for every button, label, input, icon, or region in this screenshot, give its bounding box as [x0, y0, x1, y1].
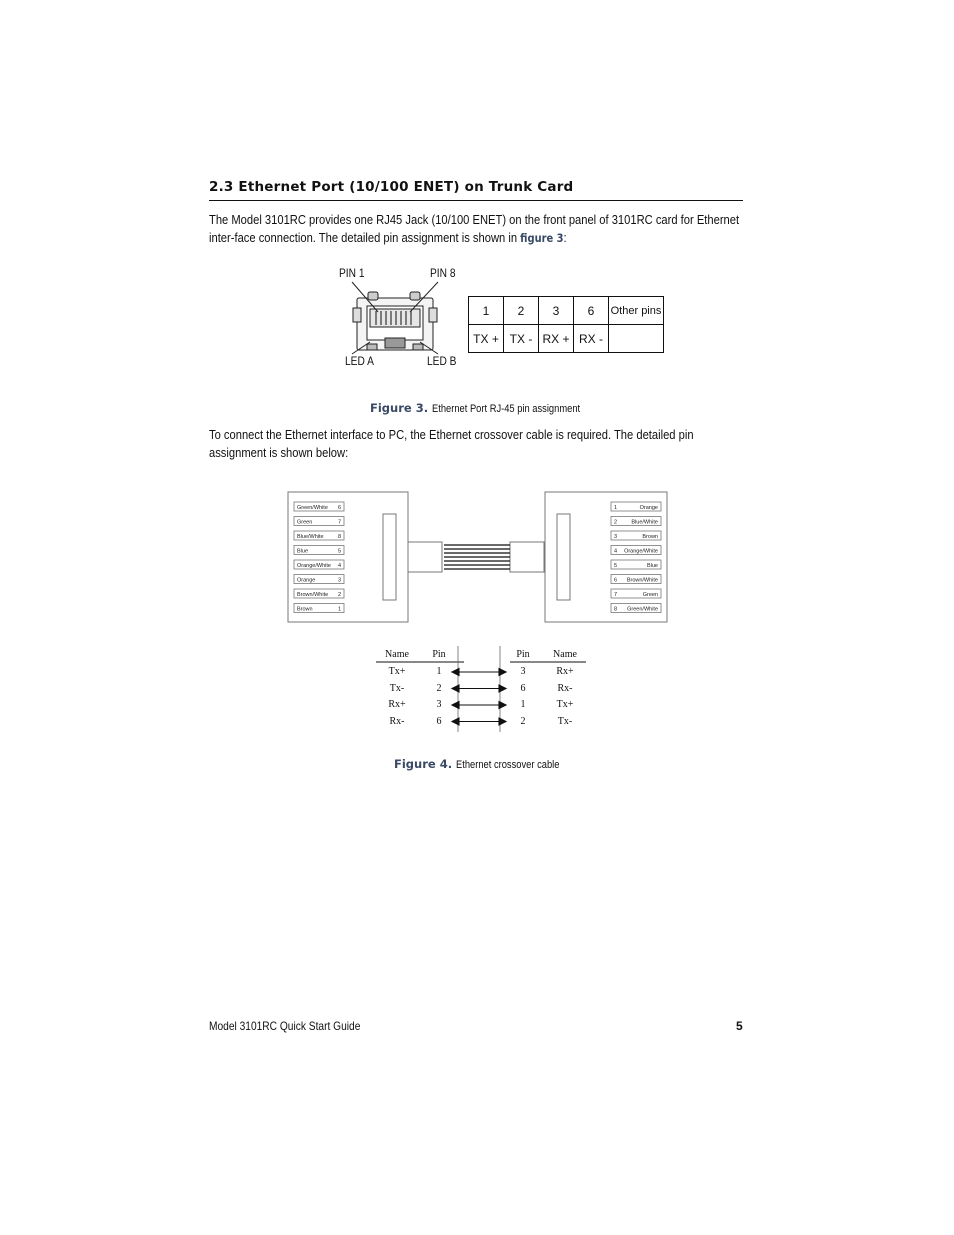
pin-number-cell: 2 — [504, 297, 539, 325]
crossover-arrow — [452, 669, 506, 676]
other-pins-cell: Other pins — [609, 297, 664, 325]
left-wire-entry — [294, 517, 344, 526]
mapping-cell: Rx+ — [556, 666, 574, 677]
figure4-caption-label: Figure 4. — [394, 757, 453, 771]
wire-color: Orange — [297, 577, 316, 584]
wire-pin: 3 — [338, 577, 342, 584]
pin8-label: PIN 8 — [430, 266, 456, 280]
wire-pin: 8 — [338, 534, 342, 540]
mapping-cell: 2 — [520, 715, 526, 727]
mapping-cell: 1 — [436, 666, 442, 677]
mapping-cell: Rx+ — [388, 699, 406, 710]
crossover-arrow — [452, 718, 506, 725]
right-wire-entry — [611, 560, 661, 569]
left-wire-entry — [294, 604, 344, 613]
right-wire-entry — [611, 531, 661, 540]
figure4-caption-text: Ethernet crossover cable — [456, 759, 560, 771]
wire-pin: 2 — [614, 519, 618, 526]
wire-color: Green/White — [627, 606, 658, 613]
wire-color: Brown — [642, 534, 658, 540]
pin-table-signal-row — [469, 325, 664, 353]
wire-pin: 8 — [614, 606, 618, 613]
mapping-cell: Tx+ — [388, 666, 406, 677]
pin1-label: PIN 1 — [339, 266, 365, 280]
intro-paragraph — [209, 211, 745, 247]
left-wire-entry — [294, 589, 344, 598]
mapping-cell: 6 — [520, 682, 526, 694]
left-wire-entry — [294, 546, 344, 555]
signal-cell: TX - — [504, 325, 539, 353]
figure3-caption-text: Ethernet Port RJ-45 pin assignment — [432, 403, 581, 415]
wire-color: Green — [642, 592, 658, 598]
wire-pin: 7 — [338, 519, 342, 526]
mapping-cell: Tx- — [557, 715, 573, 727]
figure4-caption — [394, 757, 578, 771]
pin-number-cell: 1 — [469, 297, 504, 325]
left-wire-entry — [294, 560, 344, 569]
right-wire-entry — [611, 502, 661, 511]
left-wire-entry — [294, 531, 344, 540]
mapping-cell: 6 — [436, 715, 442, 727]
mapping-header: Pin — [432, 649, 446, 660]
wire-pin: 4 — [338, 563, 342, 569]
intro-text: The Model 3101RC provides one RJ45 Jack (10/100 ENET) on the front panel of 3101RC card for Ethernet inter-face connection. The detailed pin assignment is shown in — [209, 212, 740, 245]
wire-pin: 3 — [614, 534, 618, 540]
wire-pin: 6 — [614, 577, 618, 584]
wire-pin: 5 — [614, 563, 618, 569]
wire-pin: 2 — [338, 592, 342, 598]
wire-color: Orange/White — [297, 563, 331, 569]
pin-number-cell: 3 — [539, 297, 574, 325]
wire-color: Blue — [297, 548, 309, 555]
page-number: 5 — [736, 1019, 743, 1033]
wire-pin: 1 — [338, 606, 342, 613]
rj45-jack-drawing — [340, 280, 450, 360]
mapping-cell: Tx- — [389, 682, 405, 694]
wire-color: Orange/White — [624, 548, 658, 555]
pin-number-cell: 6 — [574, 297, 609, 325]
right-wire-entry — [611, 604, 661, 613]
right-wire-entry — [611, 517, 661, 526]
crossover-paragraph: To connect the Ethernet interface to PC, the Ethernet crossover cable is required. The detailed pin assignment is shown below: — [209, 427, 694, 460]
left-wire-entry — [294, 575, 344, 584]
crossover-arrow — [452, 685, 506, 692]
mapping-cell: 3 — [436, 699, 442, 710]
signal-cell-empty — [609, 325, 664, 353]
wire-color: Green — [297, 519, 313, 526]
intro-text-end: : — [563, 230, 567, 245]
mapping-cell: 3 — [520, 666, 526, 677]
right-wire-entry — [611, 546, 661, 555]
section-heading: 2.3 Ethernet Port (10/100 ENET) on Trunk Card — [209, 179, 743, 201]
figure3-caption-label: Figure 3. — [370, 401, 429, 415]
wire-pin: 1 — [614, 505, 618, 511]
wire-color: Blue — [646, 563, 658, 569]
figure3-caption — [370, 401, 606, 415]
wire-color: Orange — [639, 505, 658, 511]
mapping-header: Name — [553, 649, 577, 660]
mapping-cell: 1 — [520, 699, 526, 710]
right-wire-entry — [611, 589, 661, 598]
mapping-cell: Rx- — [389, 715, 405, 727]
wire-color: Brown — [297, 606, 313, 613]
wire-pin: 7 — [614, 592, 618, 598]
figure3-link[interactable]: figure 3 — [520, 231, 564, 245]
crossover-mapping — [374, 646, 588, 732]
wire-color: Brown/White — [297, 592, 329, 598]
signal-cell: RX + — [539, 325, 574, 353]
pin-table-header-row — [469, 297, 664, 325]
wire-pin: 4 — [614, 548, 618, 555]
wire-pin: 6 — [338, 505, 342, 511]
mapping-header: Pin — [516, 649, 530, 660]
signal-cell: RX - — [574, 325, 609, 353]
leda-label: LED A — [345, 354, 374, 368]
wire-color: Blue/White — [297, 534, 324, 540]
mapping-cell: Rx- — [557, 682, 573, 694]
ledb-label: LED B — [427, 354, 457, 368]
mapping-header: Name — [385, 649, 409, 660]
wire-color: Green/White — [297, 505, 328, 511]
mapping-cell: 2 — [436, 682, 442, 694]
wire-color: Brown/White — [626, 577, 658, 584]
right-wire-entry — [611, 575, 661, 584]
pin-assignment-table — [468, 296, 664, 353]
crossover-arrow — [452, 702, 506, 709]
wire-color: Blue/White — [631, 519, 658, 526]
footer-title: Model 3101RC Quick Start Guide — [209, 1019, 361, 1033]
crossover-cable-diagram — [286, 490, 670, 626]
left-wire-entry — [294, 502, 344, 511]
wire-pin: 5 — [338, 548, 342, 555]
signal-cell: TX + — [469, 325, 504, 353]
mapping-cell: Tx+ — [556, 699, 574, 710]
